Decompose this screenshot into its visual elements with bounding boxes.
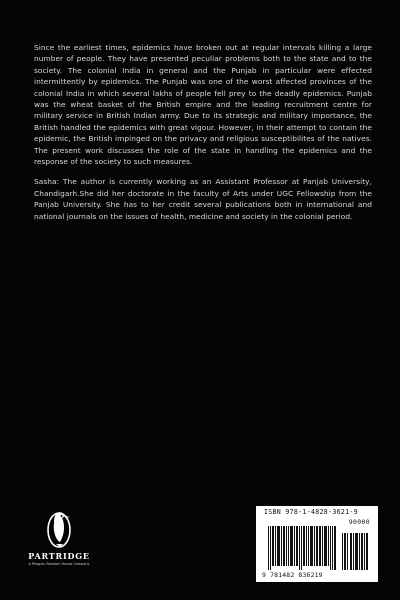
ean-digits: 9 781482 836219 [262, 571, 323, 579]
price-code: 90000 [348, 518, 370, 526]
publisher-tagline: A Penguin Random House Company [28, 562, 90, 566]
barcode [268, 526, 368, 570]
author-bio: Sasha: The author is currently working as an Assistant Professor at Panjab University, Chandigarh.She did her doctorate in the faculty of Arts under UGC Fellowship from the Panjab University. She has to her credit several publications both in international and national journals on the issues of health, medicine and society in the colonial period. [34, 177, 372, 221]
ean-barcode [268, 526, 336, 570]
text-block [34, 42, 372, 231]
isbn-label: ISBN 978-1-4828-3621-9 [264, 508, 358, 516]
penguin-logo-icon [44, 506, 74, 550]
publisher-name: PARTRIDGE [28, 551, 90, 561]
book-blurb: Since the earliest times, epidemics have broken out at regular intervals killing a large number of people. They have presented peculiar problems both to the state and to the society. The colonial India in general and the Punjab in particular were effected intermittently by epidemics. The Punjab was one of the worst affected provinces of the colonial India in which several lakhs of people fell prey to the deadly epidemics. Punjab was the wheat basket of the British empire and the leading recruitment centre for military service in British Indian army. Due to its strategic and military importance, the British handled the epidemics with great vigour. However, in their attempt to contain the epidemic, the British impinged on the privacy and religious susceptibilites of the natives. The present work discusses the role of the state in handling the epidemics and the response of the society to such measures. [34, 43, 372, 167]
addon-barcode [342, 533, 368, 570]
publisher-block [22, 506, 96, 566]
barcode-box [256, 506, 378, 582]
